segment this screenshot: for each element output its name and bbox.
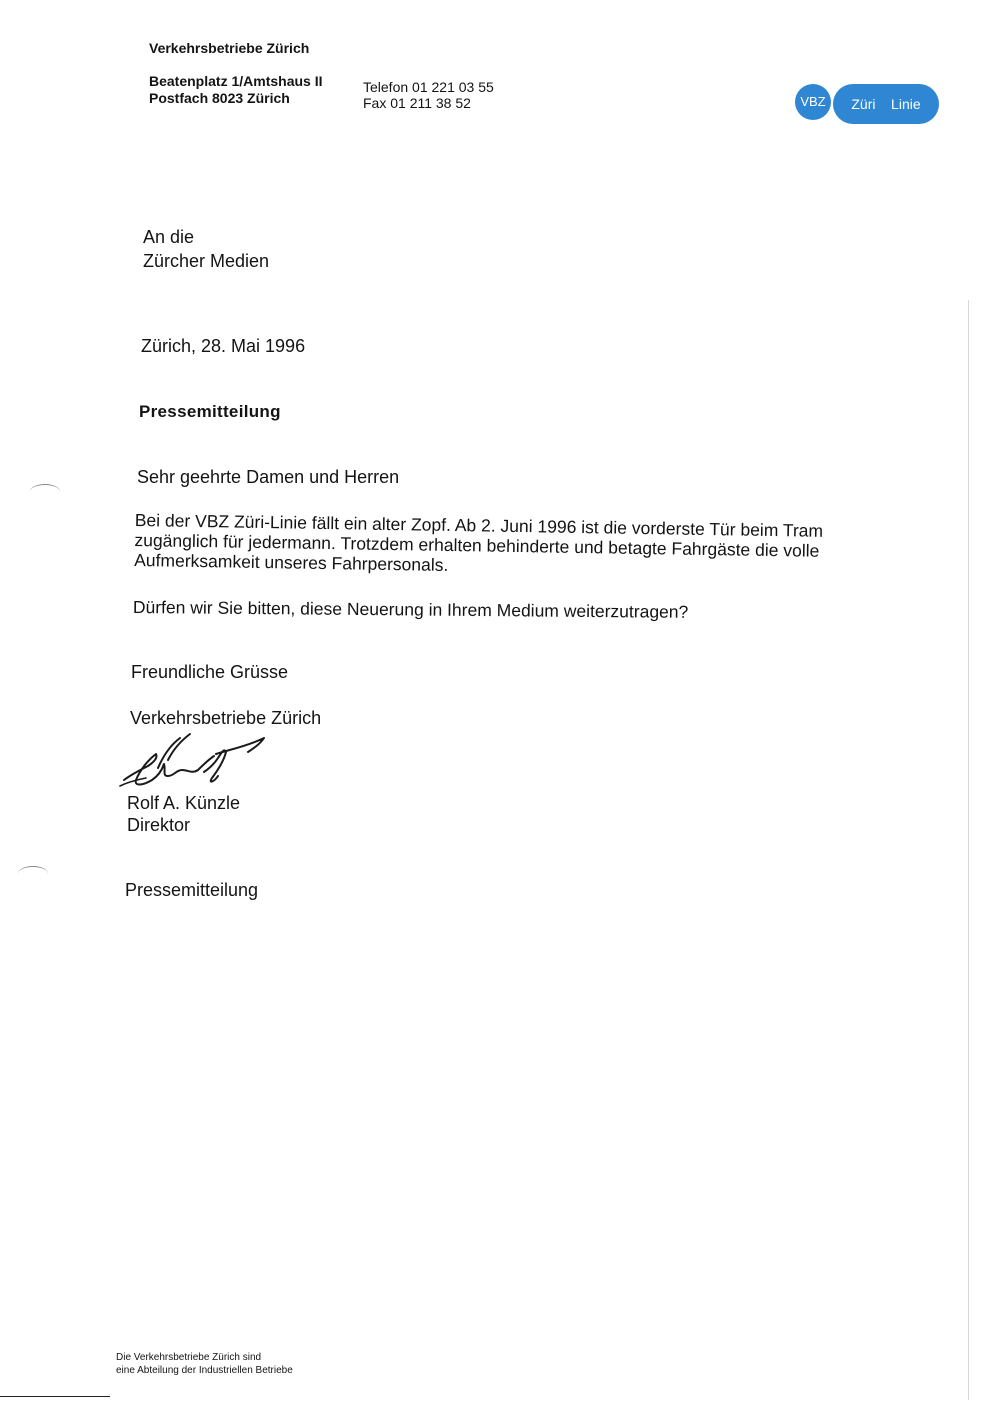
recipient-line-2: Zürcher Medien [143, 251, 270, 271]
body-paragraph-2: Dürfen wir Sie bitten, diese Neuerung in Ihrem Medium weiterzutragen? [132, 597, 689, 622]
scan-edge-line-bottom [0, 1396, 110, 1397]
punch-hole-mark-top [30, 484, 60, 499]
body-paragraph-1: Bei der VBZ Züri-Linie fällt ein alter Zopf. Ab 2. Juni 1996 ist die vorderste Tür beim Tram zugänglich für jedermann. Trotzdem erhalten behinderte und betagte Fahrgäste die volle Aufmerksamkeit unseres Fahrpersonals. [134, 510, 824, 575]
signer-title: Direktor [127, 815, 191, 835]
signer-name: Rolf A. Künzle [127, 793, 241, 813]
closing-organization: Verkehrsbetriebe Zürich [130, 708, 322, 728]
punch-hole-mark-bottom [18, 866, 48, 881]
footnote-line-1: Die Verkehrsbetriebe Zürich sind [116, 1352, 262, 1363]
phone-number: Telefon 01 221 03 55 [363, 79, 494, 95]
footer-label: Pressemitteilung [125, 880, 259, 900]
closing-greeting: Freundliche Grüsse [131, 662, 289, 682]
recipient-line-1: An die [143, 227, 195, 247]
recipient-block [143, 225, 269, 273]
footnote [116, 1351, 293, 1377]
address-line-2: Postfach 8023 Zürich [149, 90, 290, 106]
letter-subject: Pressemitteilung [139, 402, 281, 421]
letterhead-address [149, 73, 323, 107]
logo-vbz-circle: VBZ [795, 84, 831, 120]
handwritten-signature [118, 730, 278, 798]
footnote-line-2: eine Abteilung der Industriellen Betriebe [116, 1365, 293, 1376]
signer-block [127, 792, 240, 836]
salutation: Sehr geehrte Damen und Herren [137, 467, 400, 487]
letter-date: Zürich, 28. Mai 1996 [141, 336, 306, 356]
letterhead-contact [363, 79, 494, 111]
scan-edge-line-right [968, 300, 969, 1400]
address-line-1: Beatenplatz 1/Amtshaus II [149, 73, 323, 89]
logo-zueri-linie-pill: Züri Linie [833, 84, 939, 124]
letterhead-organization: Verkehrsbetriebe Zürich [149, 40, 310, 56]
fax-number: Fax 01 211 38 52 [363, 95, 471, 111]
